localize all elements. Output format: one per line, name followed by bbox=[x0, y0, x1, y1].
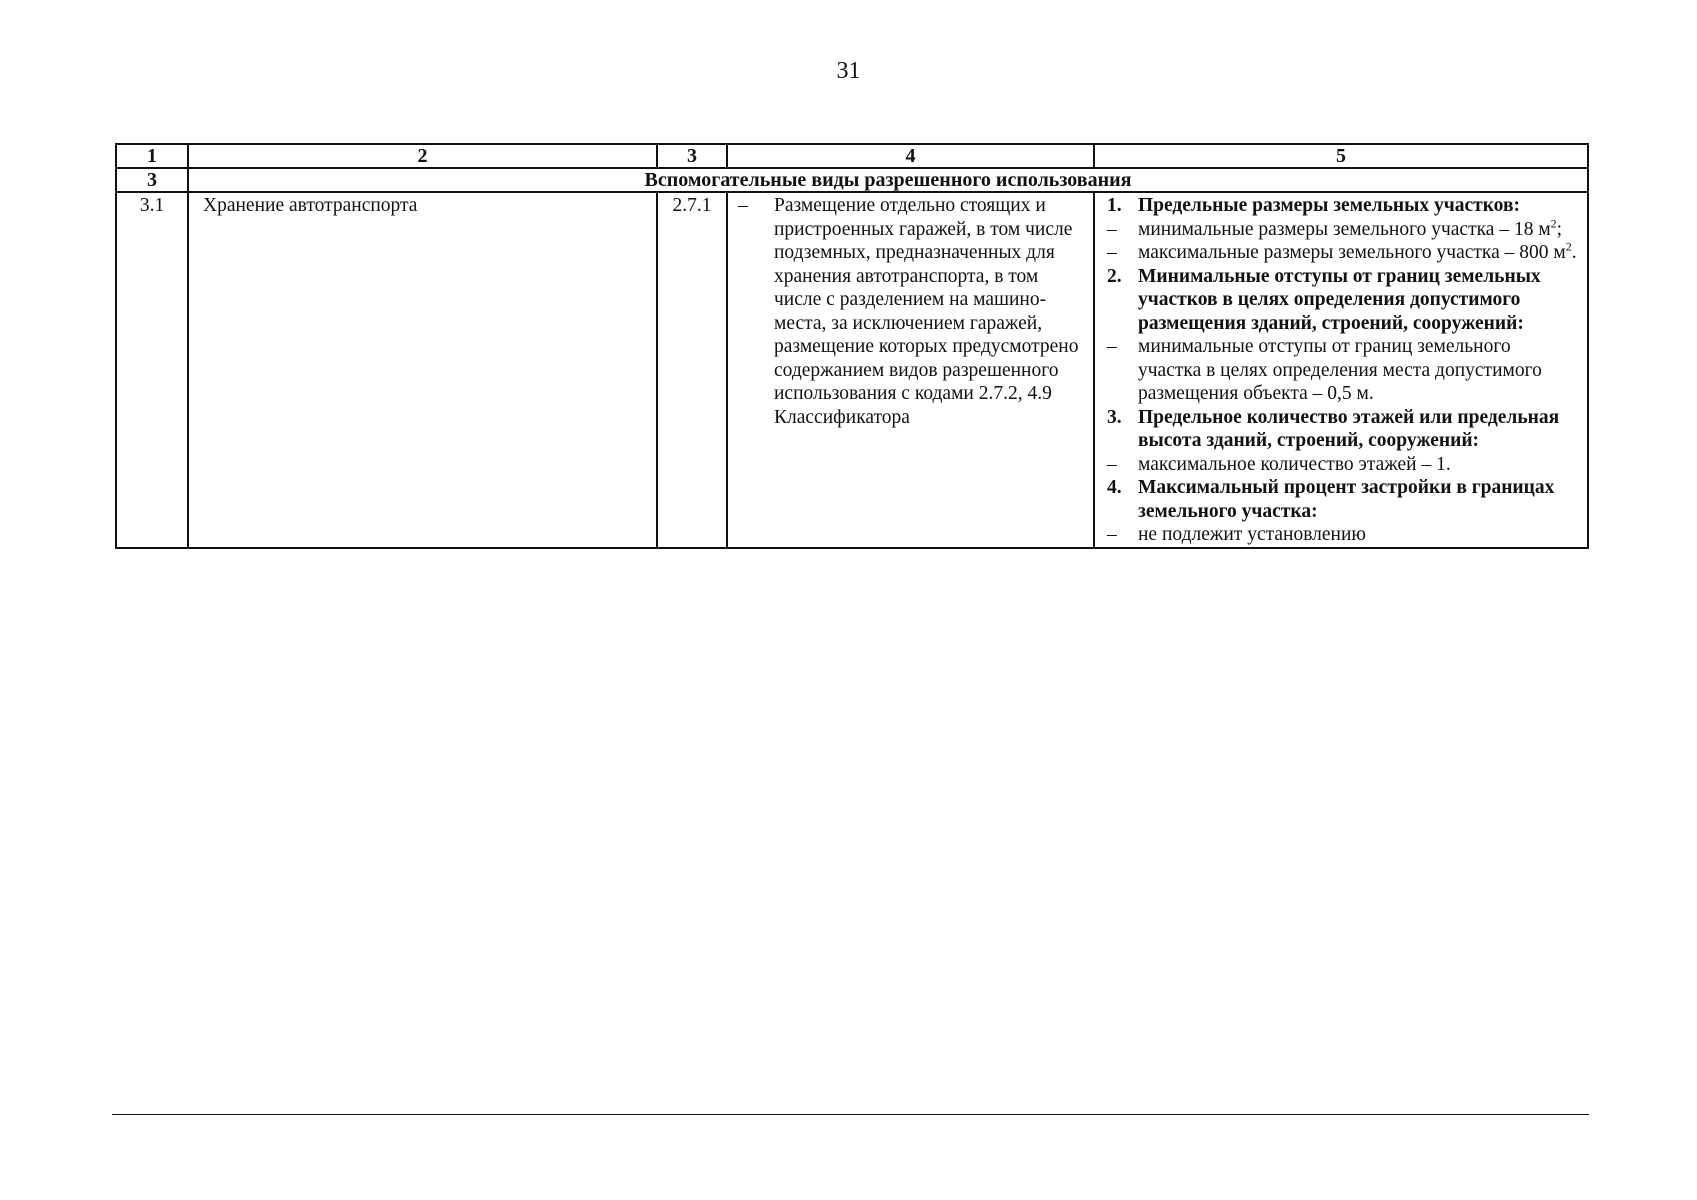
param-item bbox=[1107, 453, 1577, 477]
row-params-cell bbox=[1094, 192, 1588, 548]
row-code: 2.7.1 bbox=[672, 195, 712, 216]
column-header-5: 5 bbox=[1094, 144, 1588, 168]
row-number: 3.1 bbox=[116, 192, 188, 548]
superscript: 2 bbox=[1550, 216, 1557, 230]
section-title: Вспомогательные виды разрешенного использования bbox=[188, 168, 1588, 192]
page-number: 31 bbox=[836, 58, 861, 84]
param-heading bbox=[1107, 476, 1577, 523]
row-name-cell bbox=[188, 192, 657, 548]
param-dash: – bbox=[1107, 242, 1117, 263]
param-number: 2. bbox=[1107, 265, 1122, 287]
footer-divider bbox=[112, 1114, 1589, 1115]
section-number: 3 bbox=[116, 168, 188, 192]
param-number: 4. bbox=[1107, 477, 1122, 498]
param-text: максимальные размеры земельного участка – 800 м bbox=[1138, 242, 1566, 263]
param-heading bbox=[1107, 265, 1577, 336]
param-title: Предельное количество этажей или предельная высота зданий, строений, сооружений: bbox=[1138, 406, 1560, 451]
table-header-row bbox=[116, 144, 1588, 168]
land-use-table bbox=[115, 143, 1589, 549]
column-header-4: 4 bbox=[727, 144, 1094, 168]
param-item bbox=[1107, 218, 1577, 242]
param-dash: – bbox=[1107, 453, 1117, 475]
param-text: не подлежит установлению bbox=[1138, 524, 1366, 545]
param-item bbox=[1107, 523, 1577, 547]
param-heading bbox=[1107, 194, 1577, 218]
param-text: минимальные отступы от границ земельного участка в целях определения места допустимого размещения объекта – 0,5 м. bbox=[1138, 336, 1542, 404]
param-dash: – bbox=[1107, 218, 1117, 240]
param-item bbox=[1107, 241, 1577, 265]
section-row bbox=[116, 168, 1588, 192]
param-text: минимальные размеры земельного участка – 18 м bbox=[1138, 218, 1551, 240]
param-item-text bbox=[1138, 241, 1577, 265]
param-title: Минимальные отступы от границ земельных участков в целях определения допустимого размещения зданий, строений, сооружений: bbox=[1138, 265, 1541, 334]
row-description-cell bbox=[727, 192, 1094, 548]
param-number: 3. bbox=[1107, 406, 1122, 428]
param-item bbox=[1107, 335, 1577, 406]
column-header-3: 3 bbox=[657, 144, 727, 168]
column-header-1: 1 bbox=[116, 144, 188, 168]
column-header-2: 2 bbox=[188, 144, 657, 168]
param-item-text bbox=[1138, 218, 1577, 242]
param-tail: ; bbox=[1556, 218, 1563, 240]
row-description: Размещение отдельно стоящих и пристроенных гаражей, в том числе подземных, предназначенных для хранения автотранспорта, в том числе с разделением на машино-места, за исключением гаражей, размещение которых предусмотрено содержанием видов разрешенного использования с кодами 2.7.2, 4.9 Классификатора bbox=[774, 195, 1079, 428]
param-title: Максимальный процент застройки в границах земельного участка: bbox=[1138, 477, 1555, 522]
param-heading bbox=[1107, 406, 1577, 453]
table-row bbox=[116, 192, 1588, 548]
param-dash: – bbox=[1107, 524, 1117, 545]
superscript: 2 bbox=[1565, 239, 1572, 254]
param-title: Предельные размеры земельных участков: bbox=[1138, 195, 1520, 216]
row-description-block bbox=[728, 193, 1093, 429]
row-code-cell bbox=[657, 192, 727, 548]
row-name: Хранение автотранспорта bbox=[203, 195, 418, 216]
param-dash: – bbox=[1107, 336, 1117, 357]
param-text: максимальное количество этажей – 1. bbox=[1138, 453, 1451, 475]
description-dash: – bbox=[738, 195, 748, 216]
param-number: 1. bbox=[1107, 195, 1122, 216]
params-list bbox=[1095, 193, 1587, 547]
param-tail: . bbox=[1571, 242, 1577, 263]
